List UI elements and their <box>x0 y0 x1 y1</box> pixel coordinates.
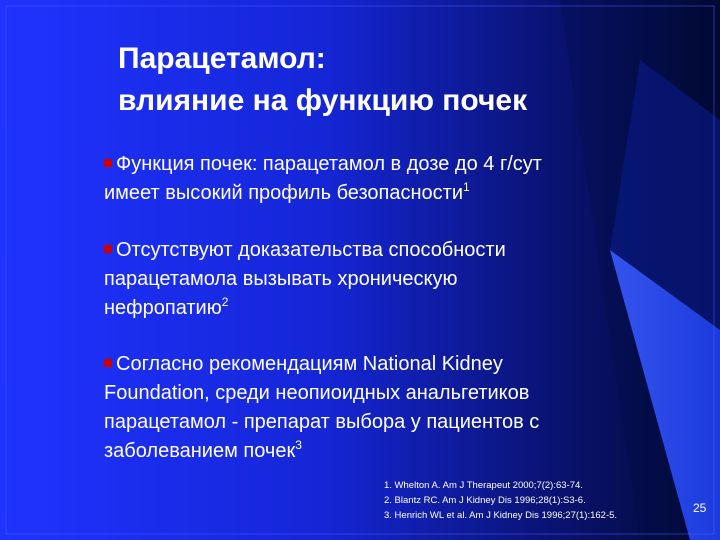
reference-item: 1. Whelton A. Am J Therapeut 2000;7(2):63-74. <box>384 480 583 491</box>
references <box>384 478 694 523</box>
bullet-item <box>104 150 542 208</box>
bullet-marker-icon <box>104 359 112 367</box>
bullet-item <box>104 350 539 466</box>
bullet-item <box>104 236 506 323</box>
bullet-marker-icon <box>104 245 112 253</box>
reference-item: 3. Henrich WL et al. Am J Kidney Dis 1996;27(1):162-5. <box>384 510 618 521</box>
bullet-line: имеет высокий профиль безопасности <box>104 182 464 204</box>
footnote-ref: 1 <box>463 180 470 194</box>
bullet-marker-icon <box>104 159 112 167</box>
footnote-ref: 2 <box>221 295 229 309</box>
page-number: 25 <box>693 501 707 515</box>
bullet-line: Foundation, среди неопиоидных анальгетиков <box>104 382 530 404</box>
bullet-line: парацетамола вызывать хроническую <box>104 268 458 290</box>
bullet-line: парацетамол - препарат выбора у пациентов с <box>104 411 540 433</box>
bullet-line: Функция почек: парацетамол в дозе до 4 г/сут <box>116 153 542 175</box>
bullet-line: заболеванием почек <box>104 440 296 462</box>
footnote-ref: 3 <box>295 438 302 452</box>
bullet-line: Отсутствуют доказательства способности <box>116 239 506 261</box>
slide-title <box>118 38 678 122</box>
reference-item: 2. Blantz RC. Am J Kidney Dis 1996;28(1):S3-6. <box>384 495 586 506</box>
bullet-line: нефропатию <box>104 297 222 319</box>
title-line-1: Парацетамол: <box>118 42 326 75</box>
bullet-line: Согласно рекомендациям National Kidney <box>116 353 503 375</box>
title-line-2: влияние на функцию почек <box>118 84 528 117</box>
